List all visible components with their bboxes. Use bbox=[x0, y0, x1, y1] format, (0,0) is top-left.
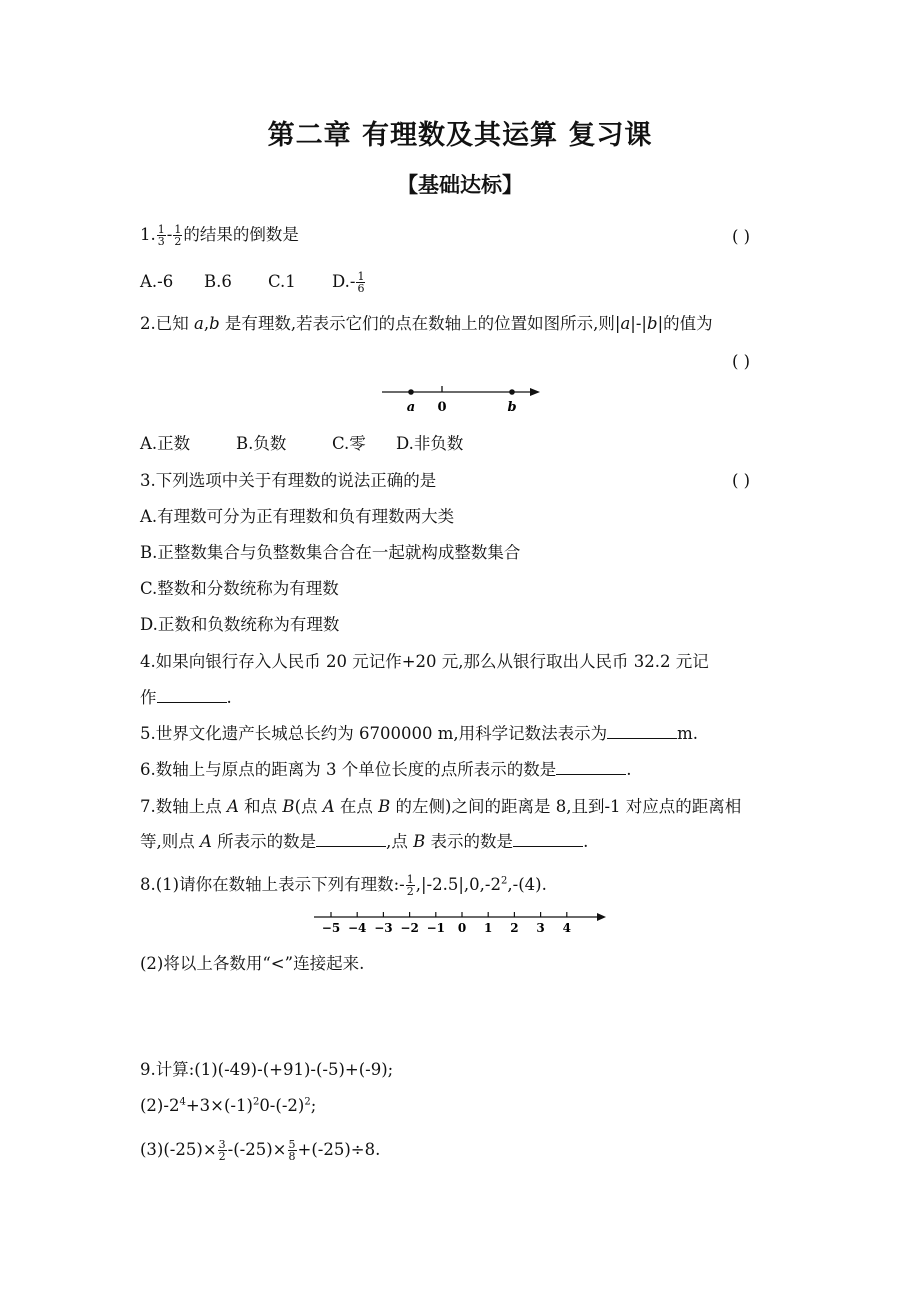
axis-arrow bbox=[530, 388, 540, 396]
question-4-line-1: 4.如果向银行存入人民币 20 元记作+20 元,那么从银行取出人民币 32.2 元记 bbox=[140, 652, 709, 671]
axis-arrow bbox=[597, 913, 606, 921]
tick-label: −1 bbox=[426, 921, 446, 935]
question-4-line-2: 作 . bbox=[140, 688, 232, 707]
answer-blank bbox=[157, 688, 227, 703]
question-3-option-b: B.正整数集合与负整数集合合在一起就构成整数集合 bbox=[140, 543, 521, 562]
page-title: 第二章 有理数及其运算 复习课 bbox=[267, 120, 653, 151]
number-line-ab bbox=[376, 382, 546, 418]
question-9-line-1: 9.计算:(1)(-49)-(+91)-(-5)+(-9); bbox=[140, 1060, 394, 1079]
question-3-option-a: A.有理数可分为正有理数和负有理数两大类 bbox=[140, 507, 455, 526]
answer-paren-1: ( ) bbox=[732, 227, 751, 246]
option-d: D.非负数 bbox=[396, 434, 464, 453]
question-7-line-1: 7.数轴上点 A 和点 B(点 A 在点 B 的左侧)之间的距离是 8,且到-1 对应点的距离相 bbox=[140, 797, 742, 816]
answer-paren-3: ( ) bbox=[732, 471, 751, 490]
question-9-line-2: $(2)-2^4+3\times(-1)^20-(-2)^2$; bbox=[140, 1096, 317, 1115]
tick-label: 1 bbox=[484, 921, 493, 935]
tick-label: 3 bbox=[536, 921, 545, 935]
label-b: b bbox=[507, 400, 517, 415]
tick-label: 0 bbox=[457, 921, 467, 935]
question-3-option-c: C.整数和分数统称为有理数 bbox=[140, 579, 339, 598]
question-7-line-2: 等,则点 A 所表示的数是 ,点 B 表示的数是 . bbox=[140, 832, 589, 851]
answer-paren-2: ( ) bbox=[732, 352, 751, 371]
fraction-1-3: $\frac{1}{3}$ bbox=[157, 223, 165, 248]
question-3-option-d: D.正数和负数统称为有理数 bbox=[140, 615, 340, 634]
question-8-part-1: 8.(1)请你在数轴上表示下列有理数:- $\frac{1}{2}$ $,|-2.5|,0,-2^2,-(4)$. bbox=[140, 873, 547, 898]
answer-blank bbox=[316, 832, 386, 847]
section-heading: 【基础达标】 bbox=[397, 173, 523, 197]
tick-label: 2 bbox=[510, 921, 519, 935]
answer-blank bbox=[607, 724, 677, 739]
point-b bbox=[509, 389, 515, 395]
fraction-1-2: $\frac{1}{2}$ bbox=[174, 223, 182, 248]
question-8-part-2: (2)将以上各数用“<”连接起来. bbox=[140, 954, 365, 973]
option-b: B.6 bbox=[204, 272, 232, 291]
answer-blank bbox=[513, 832, 583, 847]
tick-label: −3 bbox=[374, 921, 393, 935]
tick-group bbox=[322, 912, 571, 935]
question-1-stem: 1. $\frac{1}{3}$ - $\frac{1}{2}$ 的结果的倒数是 bbox=[140, 223, 299, 248]
question-5: 5.世界文化遗产长城总长约为 6700000 m,用科学记数法表示为 m. bbox=[140, 724, 699, 743]
tick-label: 4 bbox=[562, 921, 571, 935]
question-6: 6.数轴上与原点的距离为 3 个单位长度的点所表示的数是 . bbox=[140, 760, 632, 779]
label-origin: 0 bbox=[437, 400, 447, 415]
tick-label: −5 bbox=[321, 921, 341, 935]
option-b: B.负数 bbox=[236, 434, 287, 453]
question-9-line-3: (3)(-25)× $\frac{3}{2}$ -(-25)× $\frac{5}{8}$ +(-25)÷8. bbox=[140, 1138, 381, 1163]
question-2-options bbox=[140, 432, 463, 456]
tick-label: −4 bbox=[347, 921, 367, 935]
option-a: A.-6 bbox=[140, 272, 174, 291]
option-a: A.正数 bbox=[140, 434, 191, 453]
question-1-options bbox=[140, 270, 366, 294]
option-c: C.1 bbox=[268, 272, 296, 291]
number-line-grid bbox=[308, 908, 608, 938]
question-3-stem: 3.下列选项中关于有理数的说法正确的是 bbox=[140, 471, 437, 490]
option-c: C.零 bbox=[332, 434, 366, 453]
answer-blank bbox=[556, 760, 626, 775]
option-d: D.- $\frac{1}{6}$ bbox=[332, 270, 365, 295]
label-a: a bbox=[406, 400, 416, 415]
question-2-stem: 2.已知 a,b 是有理数,若表示它们的点在数轴上的位置如图所示,则|a|-|b|的值为 bbox=[140, 314, 713, 333]
tick-label: −2 bbox=[400, 921, 419, 935]
point-a bbox=[408, 389, 414, 395]
